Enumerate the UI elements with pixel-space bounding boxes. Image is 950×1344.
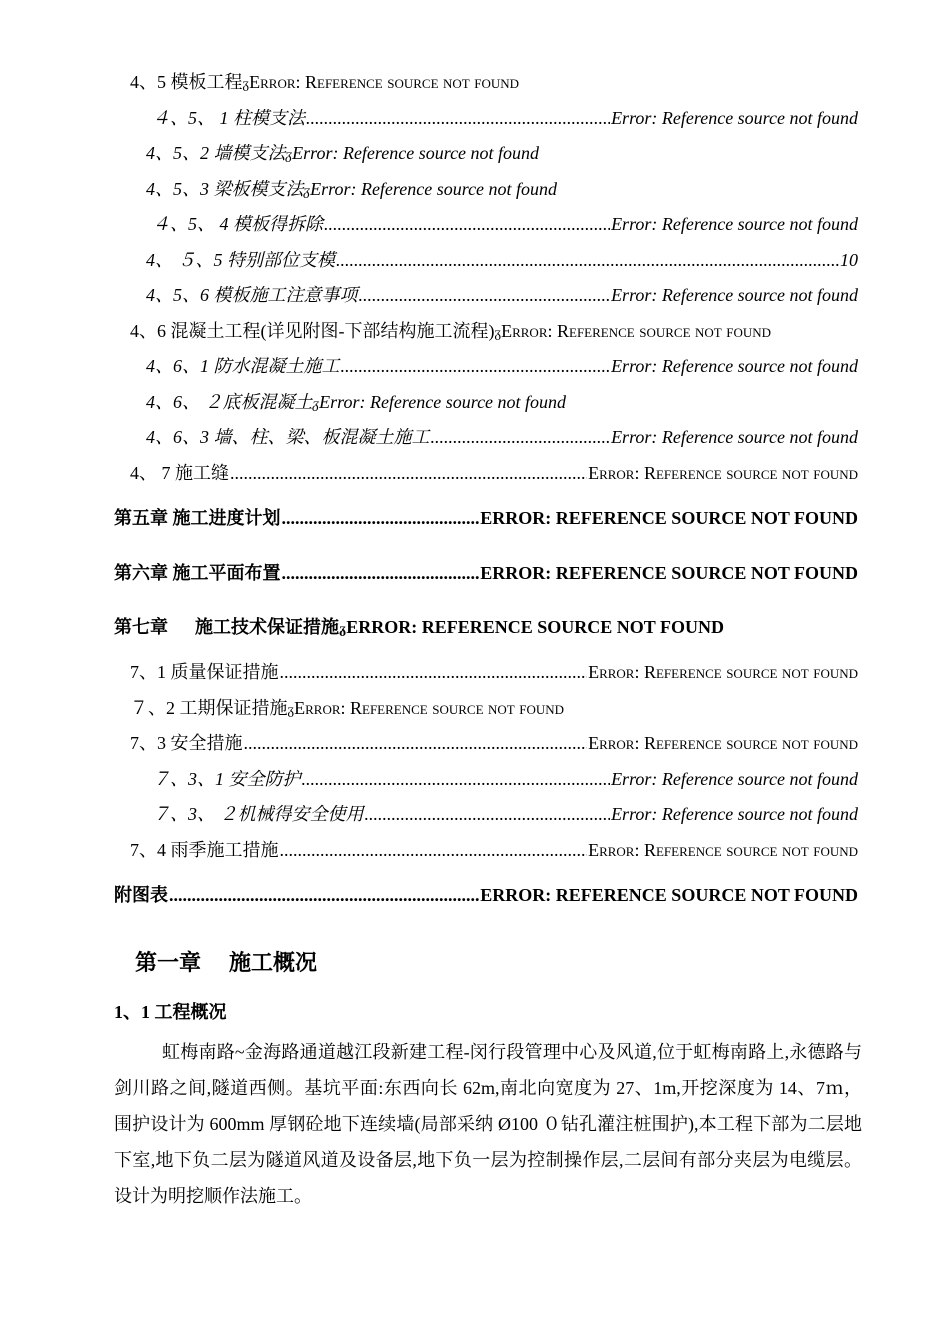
toc-entry-4-5-5[interactable]	[146, 248, 858, 272]
ref-arrow: ᵹ	[285, 148, 293, 163]
toc-ref: Error: Reference source not found	[611, 804, 858, 824]
toc-ref: Error: Reference source not found	[501, 321, 772, 341]
ref-arrow: ᵹ	[312, 397, 320, 412]
toc-ref: Error: Reference source not found	[611, 108, 858, 128]
ref-arrow: ᵹ	[287, 703, 295, 718]
body-paragraph: 虹梅南路~金海路通道越江段新建工程-闵行段管理中心及风道,位于虹梅南路上,永德路与剑川路之间,隧道西侧。基坑平面:东西向长 62m,南北向宽度为 27、1m,开挖深度为 14、7ｍ， 围护设计为 600mm 厚钢砼地下连续墙(局部采纳 Ø100 ０钻孔灌注桩围护),本工程下部为二层地下室,地下负二层为隧道风道及设备层,地下负一层为控制操作层,二层间有部分夹层为电缆层。设计为明挖顺作法施工。	[114, 1042, 862, 1206]
toc-ref: ERROR: REFERENCE SOURCE NOT FOUND	[480, 508, 858, 528]
toc-ref: Error: Reference source not found	[294, 698, 565, 718]
toc-entry-4-6[interactable]	[130, 319, 771, 346]
toc-ref: ERROR: REFERENCE SOURCE NOT FOUND	[346, 617, 724, 637]
toc-entry-7-1[interactable]	[130, 660, 858, 684]
dot-leader	[302, 767, 611, 791]
toc-entry-7-3-1[interactable]	[152, 767, 858, 791]
dot-leader	[365, 802, 611, 826]
toc-text: 4、 7 施工缝	[130, 463, 229, 483]
toc-ref: Error: Reference source not found	[588, 840, 858, 860]
toc-text: ７、3、1 安全防护	[152, 769, 301, 789]
toc-text: 第七章 施工技术保证措施	[114, 617, 339, 637]
dot-leader	[230, 461, 587, 485]
toc-text: ７、2 工期保证措施	[130, 698, 288, 718]
toc-ref: ERROR: REFERENCE SOURCE NOT FOUND	[480, 563, 858, 583]
dot-leader	[324, 212, 610, 236]
toc-ref: ERROR: REFERENCE SOURCE NOT FOUND	[480, 885, 858, 905]
toc-entry-4-5[interactable]	[130, 70, 519, 97]
dot-leader	[306, 106, 610, 130]
dot-leader	[282, 506, 480, 530]
toc-text: 附图表	[114, 885, 168, 905]
toc-entry-4-5-3[interactable]	[146, 177, 557, 204]
dot-leader	[336, 248, 839, 272]
toc-ref: Error: Reference source not found	[611, 214, 858, 234]
ref-arrow: ᵹ	[303, 184, 311, 199]
dot-leader	[280, 838, 588, 862]
toc-entry-ch7[interactable]	[114, 615, 724, 642]
toc-entry-4-5-2[interactable]	[146, 141, 539, 168]
toc-entry-7-3[interactable]	[130, 731, 858, 755]
toc-entry-4-5-1[interactable]	[152, 106, 858, 130]
toc-text: 4、5 模板工程	[130, 72, 243, 92]
ref-arrow: ᵹ	[339, 622, 347, 637]
toc-ref: Error: Reference source not found	[588, 463, 858, 483]
toc-text: 第六章 施工平面布置	[114, 563, 281, 583]
toc-ref: Error: Reference source not found	[292, 143, 540, 163]
toc-text: ７、3、 ２机械得安全使用	[152, 804, 364, 824]
toc-entry-7-3-2[interactable]	[152, 802, 858, 826]
toc-text: 4、6 混凝土工程(详见附图-下部结构施工流程)	[130, 321, 495, 341]
toc-ref: Error: Reference source not found	[319, 392, 567, 412]
toc-entry-4-5-4[interactable]	[152, 212, 858, 236]
dot-leader	[244, 731, 588, 755]
chapter-number: 第一章	[135, 950, 202, 975]
dot-leader	[280, 660, 588, 684]
toc-entry-4-6-2[interactable]	[146, 390, 566, 417]
toc-ref: Error: Reference source not found	[588, 733, 858, 753]
toc-text: 4、5、6 模板施工注意事项	[146, 285, 358, 305]
toc-entry-7-2[interactable]	[130, 696, 564, 723]
toc-text: 4、5、2 墙模支法	[146, 143, 286, 163]
chapter-heading	[135, 946, 317, 977]
toc-ref: 10	[840, 250, 858, 270]
toc-ref: Error: Reference source not found	[310, 179, 558, 199]
toc-entry-4-6-3[interactable]	[146, 425, 858, 449]
dot-leader	[359, 283, 611, 307]
toc-entry-ch6[interactable]	[114, 561, 858, 585]
toc-entry-4-5-6[interactable]	[146, 283, 858, 307]
ref-arrow: ᵹ	[494, 326, 502, 341]
toc-ref: Error: Reference source not found	[611, 356, 858, 376]
toc-ref: Error: Reference source not found	[588, 662, 858, 682]
toc-text: 7、3 安全措施	[130, 733, 243, 753]
toc-entry-4-7[interactable]	[130, 461, 858, 485]
toc-text: 4、6、3 墙、柱、梁、板混凝土施工	[146, 427, 430, 447]
toc-text: 4、6、 ２底板混凝土	[146, 392, 313, 412]
dot-leader	[341, 354, 611, 378]
toc-text: 4、5、3 梁板模支法	[146, 179, 304, 199]
toc-text: 4、6、1 防水混凝土施工	[146, 356, 340, 376]
toc-text: 第五章 施工进度计划	[114, 508, 281, 528]
toc-text: 4、 ５、5 特别部位支模	[146, 250, 335, 270]
toc-text: ４、5、 1 柱模支法	[152, 108, 305, 128]
chapter-title: 施工概况	[229, 950, 318, 975]
toc-text: ４、5、 4 模板得拆除	[152, 214, 323, 234]
dot-leader	[169, 883, 479, 907]
toc-ref: Error: Reference source not found	[611, 427, 858, 447]
toc-ref: Error: Reference source not found	[611, 769, 858, 789]
toc-entry-ch5[interactable]	[114, 506, 858, 530]
dot-leader	[282, 561, 480, 585]
toc-entry-4-6-1[interactable]	[146, 354, 858, 378]
toc-entry-appendix[interactable]	[114, 883, 858, 907]
dot-leader	[431, 425, 611, 449]
toc-text: 7、4 雨季施工措施	[130, 840, 279, 860]
toc-entry-7-4[interactable]	[130, 838, 858, 862]
toc-text: 7、1 质量保证措施	[130, 662, 279, 682]
ref-arrow: ᵹ	[242, 77, 250, 92]
toc-ref: Error: Reference source not found	[611, 285, 858, 305]
toc-ref: Error: Reference source not found	[249, 72, 520, 92]
section-heading: 1、1 工程概况	[114, 1002, 227, 1022]
